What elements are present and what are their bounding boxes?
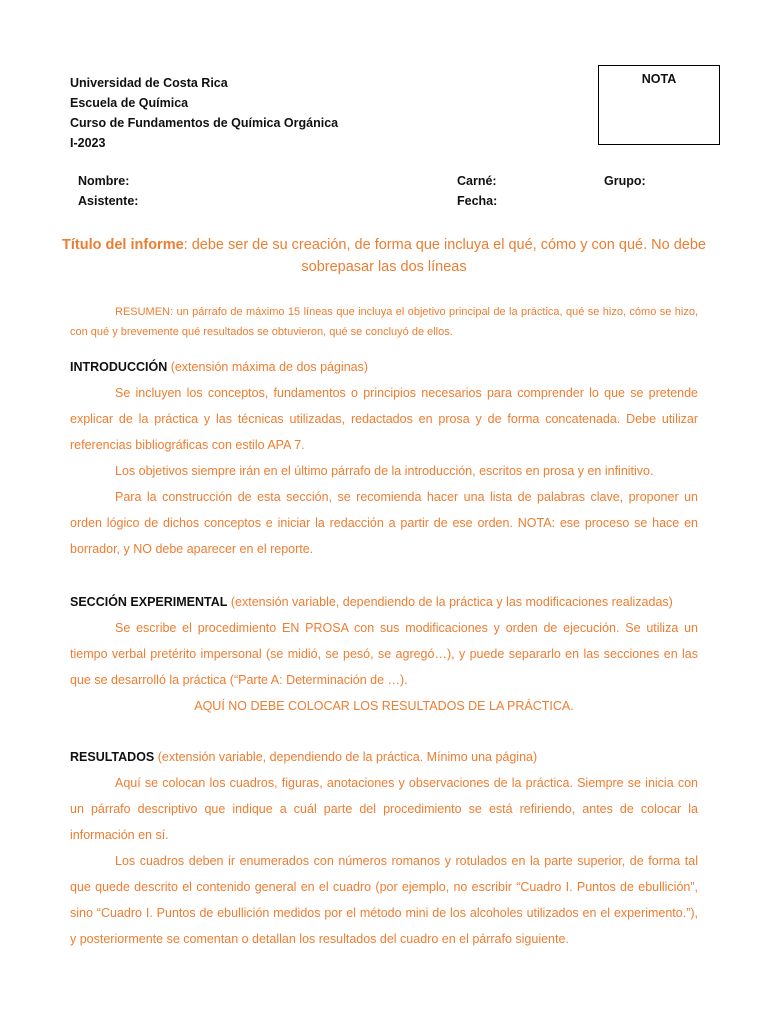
report-title [60, 234, 708, 278]
document-header [70, 73, 338, 153]
results-paragraph-1: Aquí se colocan los cuadros, figuras, anotaciones y observaciones de la práctica. Siempre se inicia con un párrafo descriptivo que indique a cuál parte del procedimiento se está refiriendo, antes de colocar la información en sí. [70, 776, 698, 842]
title-instructions: : debe ser de su creación, de forma que incluya el qué, cómo y con qué. No debe sobrepasar las dos líneas [183, 237, 706, 275]
introduction-section [70, 354, 698, 562]
abstract-text: RESUMEN: un párrafo de máximo 15 líneas que incluya el objetivo principal de la práctica, qué se hizo, cómo se hizo, con qué y brevemente qué resultados se obtuvieron, qué se concluyó de ellos. [70, 306, 698, 338]
results-section [70, 744, 698, 952]
title-label: Título del informe [62, 237, 184, 253]
date-field: Fecha: [457, 194, 498, 208]
introduction-heading: INTRODUCCIÓN [70, 360, 168, 374]
name-field: Nombre: [78, 174, 130, 188]
university-name: Universidad de Costa Rica [70, 76, 228, 90]
introduction-paragraph-3: Para la construcción de esta sección, se recomienda hacer una lista de palabras clave, proponer un orden lógico de dichos conceptos e iniciar la redacción a partir de ese orden. NOTA: ese proceso se hace en borrador, y NO debe aparecer en el reporte. [70, 490, 698, 556]
results-note: (extensión variable, dependiendo de la práctica. Mínimo una página) [154, 750, 538, 764]
experimental-heading: SECCIÓN EXPERIMENTAL [70, 595, 228, 609]
school-name: Escuela de Química [70, 96, 189, 110]
experimental-warning: AQUÍ NO DEBE COLOCAR LOS RESULTADOS DE LA PRÁCTICA. [194, 699, 574, 713]
experimental-note: (extensión variable, dependiendo de la práctica y las modificaciones realizadas) [227, 595, 673, 609]
results-paragraph-2: Los cuadros deben ir enumerados con números romanos y rotulados en la parte superior, de forma tal que quede descrito el contenido general en el cuadro (por ejemplo, no escribir “Cuadro I. Puntos de ebullición”, sino “Cuadro I. Puntos de ebullición medidos por el método mini de los alcoholes utilizados en el experimento.”), y posteriormente se comentan o detallan los resultados del cuadro en el párrafo siguiente. [70, 854, 698, 946]
experimental-paragraph-1: Se escribe el procedimiento EN PROSA con sus modificaciones y orden de ejecución. Se utiliza un tiempo verbal pretérito impersonal (se midió, se pesó, se agregó…), y puede separarlo en las secciones en las que se desarrolló la práctica (“Parte A: Determinación de …). [70, 621, 698, 687]
experimental-section [70, 589, 698, 719]
abstract-paragraph [70, 302, 698, 342]
results-heading: RESULTADOS [70, 750, 155, 764]
student-id-field: Carné: [457, 174, 497, 188]
introduction-paragraph-1: Se incluyen los conceptos, fundamentos o principios necesarios para comprender lo que se pretende explicar de la práctica y las técnicas utilizadas, redactados en prosa y de forma concatenada. Debe utilizar referencias bibliográficas con estilo APA 7. [70, 386, 698, 452]
course-name: Curso de Fundamentos de Química Orgánica [70, 116, 339, 130]
assistant-field: Asistente: [78, 194, 139, 208]
term: I-2023 [70, 136, 106, 150]
grade-box [598, 65, 720, 145]
introduction-paragraph-2: Los objetivos siempre irán en el último párrafo de la introducción, escritos en prosa y en infinitivo. [115, 464, 654, 478]
grade-label: NOTA [641, 72, 677, 86]
group-field: Grupo: [604, 174, 646, 188]
introduction-note: (extensión máxima de dos páginas) [167, 360, 369, 374]
